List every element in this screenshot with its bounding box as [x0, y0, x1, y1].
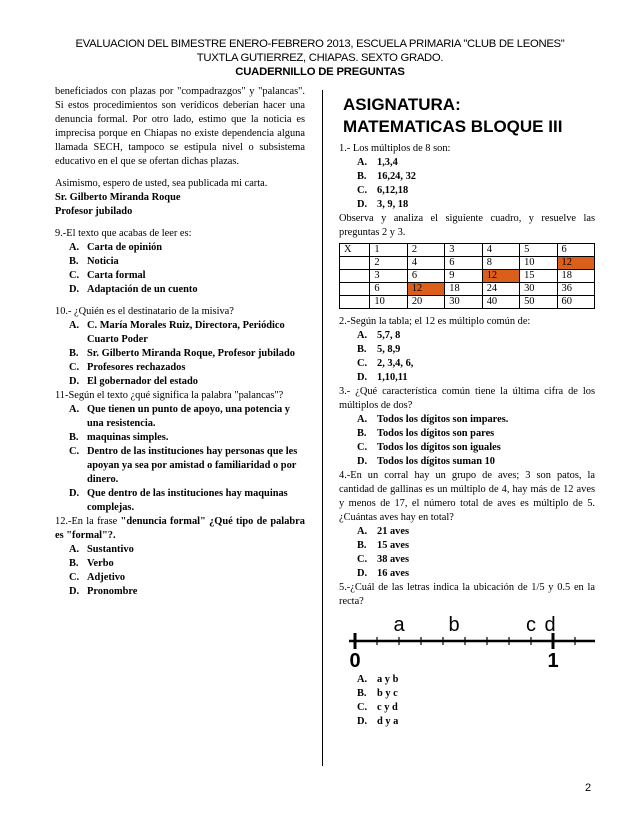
table-row: [340, 283, 595, 296]
option-letter: B.: [357, 171, 367, 182]
answer-option: [339, 539, 595, 553]
option-letter: A.: [69, 544, 80, 555]
math-question-5: 5.-¿Cuál de las letras indica la ubicación de 1/5 y 0.5 en la recta?: [339, 582, 595, 607]
option-letter: B.: [357, 540, 367, 551]
option-text: Sustantivo: [87, 544, 134, 555]
table-row: [340, 296, 595, 309]
question-12-text: "denuncia formal" ¿Qué tipo de palabra es "formal"?.: [55, 516, 305, 541]
letter-signature-title: Profesor jubilado: [55, 206, 133, 217]
option-text: Todos los dígitos son iguales: [377, 442, 501, 453]
option-text: Adjetivo: [87, 572, 126, 583]
answer-option: [339, 413, 595, 427]
math-question-4-options: [339, 525, 595, 581]
table-cell: [340, 296, 370, 309]
option-text: Todos los dígitos son pares: [377, 428, 495, 439]
table-cell: 30: [520, 283, 557, 296]
table-cell: 12: [557, 257, 594, 270]
letter-closing: Asimismo, espero de usted, sea publicada mi carta.: [55, 178, 268, 189]
table-cell: [340, 257, 370, 270]
option-letter: D.: [69, 376, 80, 387]
answer-option: [339, 553, 595, 567]
answer-option: [339, 455, 595, 469]
option-letter: D.: [357, 568, 368, 579]
option-letter: A.: [357, 330, 368, 341]
option-text: 1,10,11: [377, 372, 408, 383]
option-text: Dentro de las instituciones hay personas que les apoyan ya sea por amistad o familiaridad o por dinero.: [87, 446, 298, 485]
answer-option: [55, 571, 305, 585]
math-question-4: 4.-En un corral hay un grupo de aves; 3 son patos, la cantidad de gallinas es un múltiplo de 4, hay más de 12 aves y menos de 17, el número total de aves es múltiplo de 5. ¿Cuántas aves hay en total?: [339, 470, 595, 523]
subject-title: ASIGNATURA:: [343, 95, 461, 114]
option-text: a y b: [377, 674, 399, 685]
option-letter: D.: [69, 284, 80, 295]
table-cell: 18: [445, 283, 482, 296]
answer-option: [55, 431, 305, 445]
table-cell: 12: [482, 270, 519, 283]
table-cell: 2: [407, 244, 444, 257]
option-letter: A.: [357, 414, 368, 425]
question-12-prefix: 12.-En la frase: [55, 516, 121, 527]
table-cell: 15: [520, 270, 557, 283]
option-letter: B.: [69, 256, 79, 267]
table-cell: 40: [482, 296, 519, 309]
option-text: 16,24, 32: [377, 171, 416, 182]
option-letter: C.: [69, 572, 80, 583]
answer-option: [339, 673, 595, 687]
option-letter: C.: [69, 362, 80, 373]
table-cell: 10: [520, 257, 557, 270]
option-text: maquinas simples.: [87, 432, 169, 443]
answer-option: [339, 701, 595, 715]
option-text: Carta formal: [87, 270, 146, 281]
page-number: 2: [585, 782, 592, 794]
table-cell: 36: [557, 283, 594, 296]
option-text: Todos los dígitos suman 10: [377, 456, 495, 467]
answer-option: [55, 361, 305, 375]
answer-option: [55, 487, 305, 515]
option-letter: C.: [357, 442, 368, 453]
option-text: 6,12,18: [377, 185, 409, 196]
math-question-1: 1.- Los múltiplos de 8 son:: [339, 143, 451, 154]
question-11-options: [55, 403, 305, 515]
answer-option: [339, 525, 595, 539]
table-cell: 4: [482, 244, 519, 257]
answer-option: [55, 241, 305, 255]
table-cell: X: [340, 244, 370, 257]
answer-option: [339, 687, 595, 701]
question-9: 9.-El texto que acabas de leer es:: [55, 228, 192, 239]
option-text: El gobernador del estado: [87, 376, 198, 387]
table-row: [340, 270, 595, 283]
option-text: Carta de opinión: [87, 242, 163, 253]
answer-option: [339, 715, 595, 729]
option-letter: D.: [357, 716, 368, 727]
multiples-table: [339, 243, 595, 309]
option-text: Profesores rechazados: [87, 362, 186, 373]
point-d-label: d: [544, 614, 556, 636]
option-letter: A.: [69, 404, 80, 415]
option-text: Pronombre: [87, 586, 138, 597]
zero-label: 0: [349, 650, 361, 671]
answer-option: [55, 557, 305, 571]
header-line-2: TUXTLA GUTIERREZ, CHIAPAS. SEXTO GRADO.: [196, 52, 444, 64]
point-c-label: c: [526, 614, 536, 636]
option-letter: B.: [357, 344, 367, 355]
table-intro: Observa y analiza el siguiente cuadro, y resuelve las preguntas 2 y 3.: [339, 213, 595, 238]
right-column: [339, 94, 595, 729]
option-letter: D.: [69, 586, 80, 597]
option-letter: A.: [357, 157, 368, 168]
option-letter: D.: [69, 488, 80, 499]
table-cell: 9: [445, 270, 482, 283]
table-cell: [340, 270, 370, 283]
header-line-1: EVALUACION DEL BIMESTRE ENERO-FEBRERO 2013, ESCUELA PRIMARIA "CLUB DE LEONES": [75, 38, 565, 50]
option-text: 3, 9, 18: [377, 199, 409, 210]
table-cell: 12: [407, 283, 444, 296]
option-letter: D.: [357, 456, 368, 467]
column-divider: [322, 90, 323, 766]
math-question-2-options: [339, 329, 595, 385]
answer-option: [339, 184, 595, 198]
option-letter: A.: [69, 320, 80, 331]
option-letter: C.: [69, 446, 80, 457]
option-text: 5,7, 8: [377, 330, 401, 341]
math-question-1-options: [339, 156, 595, 212]
math-question-3: 3.- ¿Qué característica común tiene la última cifra de los múltiplos de dos?: [339, 386, 595, 411]
math-question-2: 2.-Según la tabla; el 12 es múltiplo común de:: [339, 316, 531, 327]
math-question-3-options: [339, 413, 595, 469]
answer-option: [55, 543, 305, 557]
option-letter: A.: [357, 526, 368, 537]
answer-option: [55, 269, 305, 283]
option-text: Que tienen un punto de apoyo, una potencia y una resistencia.: [87, 404, 290, 429]
table-cell: 3: [370, 270, 407, 283]
header-line-3: CUADERNILLO DE PREGUNTAS: [235, 66, 405, 78]
point-b-label: b: [448, 614, 460, 636]
answer-option: [339, 329, 595, 343]
table-row: [340, 244, 595, 257]
one-label: 1: [547, 650, 559, 671]
question-10-options: [55, 319, 305, 389]
option-text: 5, 8,9: [377, 344, 401, 355]
table-cell: 20: [407, 296, 444, 309]
answer-option: [55, 347, 305, 361]
question-12: [55, 515, 305, 543]
option-letter: D.: [357, 372, 368, 383]
option-text: 16 aves: [377, 568, 410, 579]
answer-option: [339, 170, 595, 184]
option-text: b y c: [377, 688, 398, 699]
table-cell: 60: [557, 296, 594, 309]
option-text: Noticia: [87, 256, 119, 267]
option-letter: D.: [357, 199, 368, 210]
table-cell: 2: [370, 257, 407, 270]
option-letter: B.: [69, 432, 79, 443]
option-text: Adaptación de un cuento: [87, 284, 198, 295]
option-text: 38 aves: [377, 554, 410, 565]
option-text: 2, 3,4, 6,: [377, 358, 414, 369]
option-text: 15 aves: [377, 540, 410, 551]
option-letter: C.: [357, 702, 368, 713]
answer-option: [55, 255, 305, 269]
answer-option: [339, 357, 595, 371]
option-text: Verbo: [87, 558, 114, 569]
question-10: 10.- ¿Quién es el destinatario de la misiva?: [55, 306, 234, 317]
table-cell: 6: [370, 283, 407, 296]
answer-option: [55, 403, 305, 431]
option-letter: B.: [69, 558, 79, 569]
table-cell: [340, 283, 370, 296]
table-cell: 50: [520, 296, 557, 309]
answer-option: [55, 585, 305, 599]
number-line: [339, 611, 595, 671]
question-11: 11-Según el texto ¿qué significa la palabra "palancas"?: [55, 390, 284, 401]
table-cell: 8: [482, 257, 519, 270]
option-letter: B.: [357, 428, 367, 439]
option-text: 1,3,4: [377, 157, 398, 168]
option-letter: B.: [357, 688, 367, 699]
option-letter: C.: [357, 185, 368, 196]
option-letter: C.: [357, 554, 368, 565]
table-cell: 4: [407, 257, 444, 270]
subject-name: MATEMATICAS BLOQUE III: [343, 117, 563, 136]
math-question-5-options: [339, 673, 595, 729]
table-cell: 6: [557, 244, 594, 257]
answer-option: [339, 156, 595, 170]
option-text: d y a: [377, 716, 399, 727]
option-letter: C.: [69, 270, 80, 281]
table-cell: 24: [482, 283, 519, 296]
answer-option: [339, 343, 595, 357]
option-text: Todos los dígitos son impares.: [377, 414, 509, 425]
letter-signature: Sr. Gilberto Miranda Roque: [55, 192, 181, 203]
answer-option: [55, 319, 305, 347]
answer-option: [339, 567, 595, 581]
table-cell: 1: [370, 244, 407, 257]
table-cell: 10: [370, 296, 407, 309]
answer-option: [339, 198, 595, 212]
option-letter: B.: [69, 348, 79, 359]
option-letter: A.: [357, 674, 368, 685]
answer-option: [55, 375, 305, 389]
table-cell: 18: [557, 270, 594, 283]
answer-option: [339, 441, 595, 455]
answer-option: [339, 427, 595, 441]
option-letter: C.: [357, 358, 368, 369]
option-letter: A.: [69, 242, 80, 253]
point-a-label: a: [393, 614, 405, 636]
table-cell: 6: [407, 270, 444, 283]
option-text: c y d: [377, 702, 398, 713]
table-row: [340, 257, 595, 270]
table-cell: 6: [445, 257, 482, 270]
table-cell: 3: [445, 244, 482, 257]
left-column: [55, 85, 305, 599]
question-9-options: [55, 241, 305, 297]
table-cell: 30: [445, 296, 482, 309]
number-line-svg: [339, 611, 595, 671]
answer-option: [339, 371, 595, 385]
option-text: Sr. Gilberto Miranda Roque, Profesor jubilado: [87, 348, 295, 359]
answer-option: [55, 283, 305, 297]
question-12-options: [55, 543, 305, 599]
option-text: C. María Morales Ruiz, Directora, Periódico Cuarto Poder: [87, 320, 285, 345]
answer-option: [55, 445, 305, 487]
option-text: Que dentro de las instituciones hay maquinas complejas.: [87, 488, 288, 513]
table-cell: 5: [520, 244, 557, 257]
letter-paragraph: beneficiados con plazas por "compadrazgos" y "palancas". Si estos procedimientos son verídicos deberían hacer una denuncia formal. Por otro lado, estimo que la noticia es imprecisa porque en Chiapas no existe dependencia alguna llamada SECH, tampoco se estipula nivel o subsistema educativo en el que se ofertan dichas plazas.: [55, 86, 305, 167]
option-text: 21 aves: [377, 526, 410, 537]
